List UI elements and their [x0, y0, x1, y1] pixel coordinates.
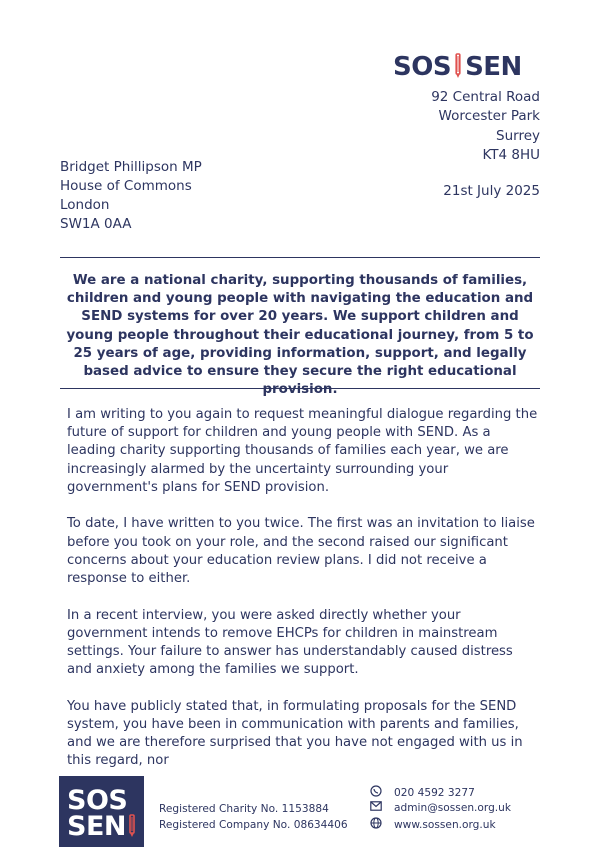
mission-statement: We are a national charity, supporting thousands of families, children and young people with navigating the education and SEND systems for over 20 years. We support children and young people throughout their educational journey, from 5 to 25 years of age, providing information, support, and legally based advice to ensure they secure the right educational provision. — [66, 273, 534, 398]
body-paragraph: You have publicly stated that, in formulating proposals for the SEND system, you have been in communication with parents and families, and we are therefore surprised that you have not engaged with us in this regard, nor — [67, 698, 523, 769]
address-line: KT4 8HU — [482, 147, 540, 164]
body-paragraph: To date, I have written to you twice. The first was an invitation to liaise before you took on your role, and the second raised our significant concerns about your education review plans. I did not receive a response to either. — [67, 516, 535, 587]
letter-body — [67, 406, 541, 789]
sossen-logo — [393, 52, 541, 82]
website-text: www.sossen.org.uk — [394, 819, 496, 831]
contact-phone[interactable] — [370, 785, 475, 801]
recipient-line: House of Commons — [60, 178, 192, 194]
divider-bottom — [60, 388, 540, 389]
address-line: 92 Central Road — [431, 89, 540, 105]
charity-number: Registered Charity No. 1153884 — [159, 803, 329, 815]
body-paragraph: I am writing to you again to request meaningful dialogue regarding the future of support for children and young people with SEND. As a leading charity supporting thousands of families each year, we are increasingly alarmed by the uncertainty surrounding your government's plans for SEND provision. — [67, 407, 538, 495]
footer-logo-sos: SOS — [67, 785, 128, 816]
contact-email[interactable] — [370, 801, 511, 815]
footer-logo — [59, 776, 144, 847]
recipient-line: SW1A 0AA — [60, 216, 132, 232]
globe-icon — [370, 817, 386, 833]
recipient-line: London — [60, 197, 110, 213]
company-number: Registered Company No. 08634406 — [159, 819, 348, 831]
divider-top — [60, 257, 540, 258]
address-line: Worcester Park — [438, 108, 540, 125]
footer-logo-sen: SEN — [67, 811, 126, 842]
exclamation-pencil-icon — [451, 52, 465, 82]
contact-website[interactable] — [370, 817, 496, 833]
address-line: Surrey — [496, 127, 540, 144]
registration-info — [159, 801, 348, 833]
letter-date: 21st July 2025 — [443, 183, 540, 199]
mail-icon — [370, 801, 386, 815]
body-paragraph: In a recent interview, you were asked directly whether your government intends to remove EHCPs for children in mainstream settings. Your failure to answer has understandably caused distress and anxiety among the families we support. — [67, 607, 513, 678]
sender-address — [431, 88, 540, 166]
logo-text-sen: SEN — [465, 52, 522, 82]
exclamation-pencil-icon — [127, 814, 137, 842]
whatsapp-phone-icon — [370, 785, 386, 801]
email-text: admin@sossen.org.uk — [394, 802, 512, 814]
logo-text-sos: SOS — [393, 52, 452, 82]
recipient-address — [60, 158, 202, 234]
recipient-line: Bridget Phillipson MP — [60, 159, 202, 175]
phone-text: 020 4592 3277 — [394, 787, 475, 799]
